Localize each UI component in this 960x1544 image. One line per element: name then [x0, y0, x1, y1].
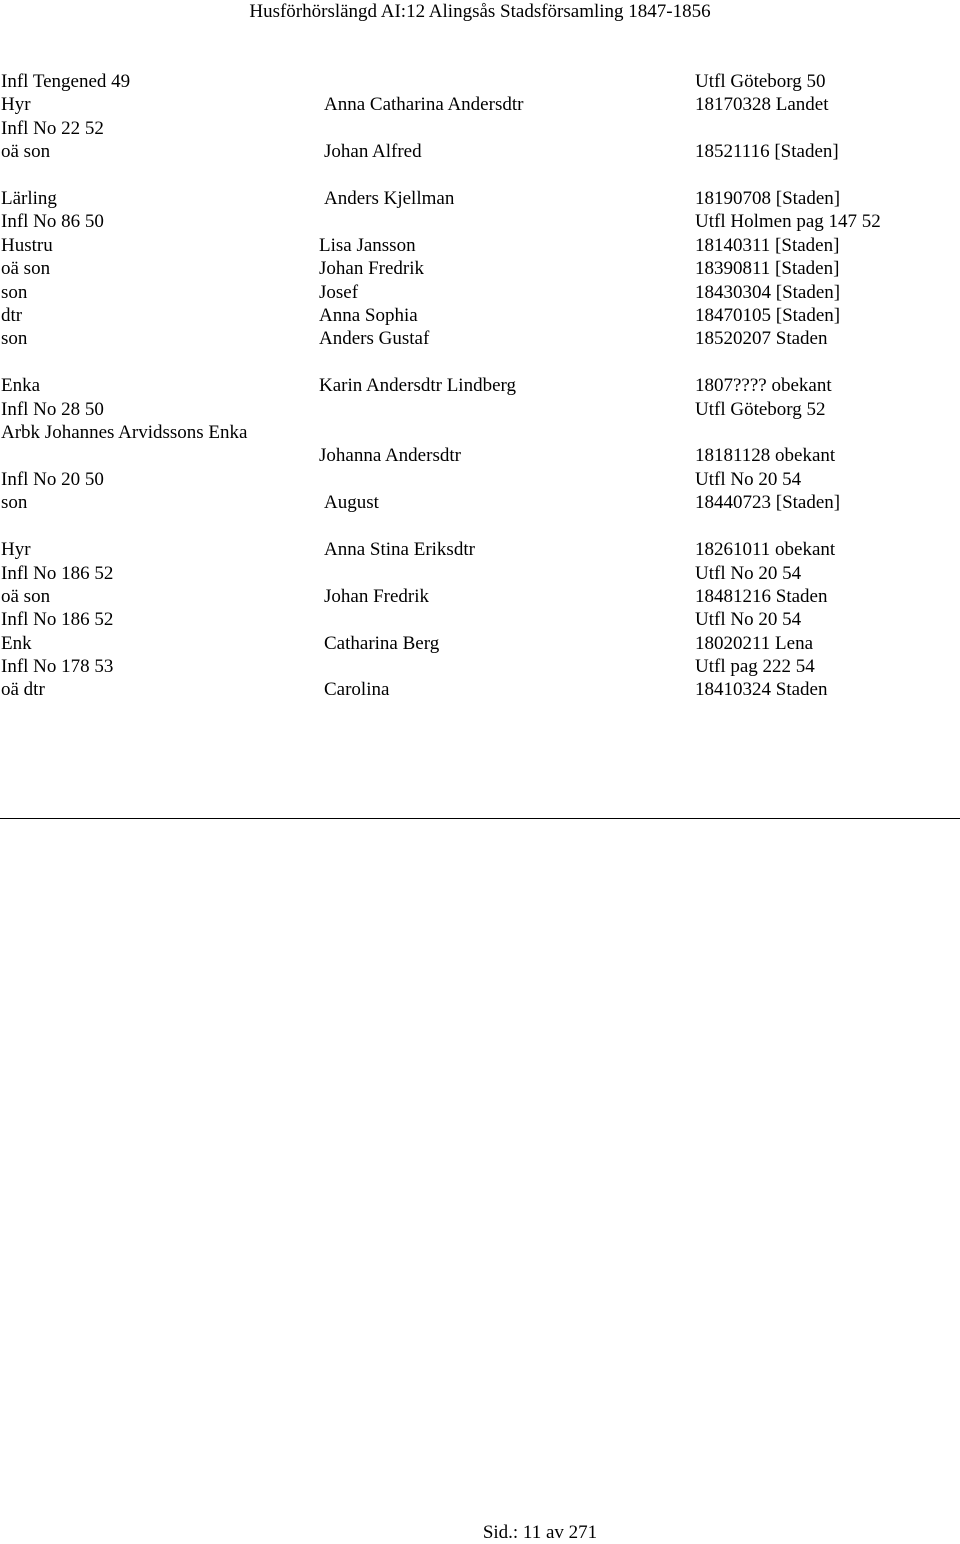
- record-date: Utfl pag 222 54: [695, 656, 815, 678]
- record-date: 1807???? obekant: [695, 375, 832, 397]
- record-row: [0, 562, 960, 585]
- record-role: son: [1, 492, 28, 514]
- record-row: [0, 491, 960, 514]
- record-role: Infl No 86 50: [1, 211, 104, 233]
- record-row: [0, 140, 960, 163]
- record-role: son: [1, 328, 28, 350]
- record-row: [0, 538, 960, 561]
- record-row: [0, 70, 960, 93]
- record-date: 18481216 Staden: [695, 585, 828, 607]
- record-role: Infl Tengened 49: [1, 71, 131, 92]
- record-date: Utfl No 20 54: [695, 468, 802, 490]
- record-role: Enk: [1, 632, 32, 654]
- record-date: 18390811 [Staden]: [695, 258, 840, 280]
- record-row: [0, 374, 960, 397]
- record-row: [0, 444, 960, 467]
- record-date: 18181128 obekant: [695, 445, 836, 467]
- record-row: [0, 608, 960, 631]
- record-date: 18521116 [Staden]: [695, 141, 839, 163]
- record-name: Carolina: [324, 679, 390, 701]
- record-row: [0, 93, 960, 116]
- record-row: [0, 117, 960, 140]
- record-group: [0, 187, 960, 351]
- record-role: dtr: [1, 305, 23, 327]
- page-header: Husförhörslängd AI:12 Alingsås Stadsförsamling 1847-1856: [249, 1, 711, 22]
- page-number: Sid.: 11 av 271: [482, 1522, 598, 1543]
- record-role: Infl No 28 50: [1, 398, 104, 420]
- record-row: [0, 398, 960, 421]
- record-date: 18020211 Lena: [695, 632, 814, 654]
- record-row: [0, 468, 960, 491]
- record-date: 18440723 [Staden]: [695, 492, 841, 514]
- record-date: Utfl No 20 54: [695, 609, 802, 631]
- record-role: Hyr: [1, 94, 31, 116]
- record-date: 18261011 obekant: [695, 539, 836, 561]
- record-date: 18430304 [Staden]: [695, 281, 841, 303]
- record-name: Catharina Berg: [324, 632, 440, 654]
- record-name: Anna Sophia: [319, 305, 418, 327]
- record-group: [0, 70, 960, 164]
- record-role: oä son: [1, 258, 51, 280]
- record-role: oä son: [1, 141, 51, 163]
- record-role: Arbk Johannes Arvidssons Enka: [1, 422, 248, 444]
- record-role: Lärling: [1, 188, 57, 210]
- record-date: 18190708 [Staden]: [695, 188, 841, 210]
- record-date: 18520207 Staden: [695, 328, 828, 350]
- record-row: [0, 304, 960, 327]
- record-role: oä dtr: [1, 679, 45, 701]
- record-row: [0, 187, 960, 210]
- record-row: [0, 678, 960, 701]
- record-date: 18410324 Staden: [695, 679, 828, 701]
- record-role: Infl No 178 53: [1, 656, 114, 678]
- record-name: Josef: [319, 281, 359, 303]
- record-name: August: [324, 492, 379, 514]
- record-date: Utfl Holmen pag 147 52: [695, 211, 881, 233]
- record-date: 18140311 [Staden]: [695, 234, 840, 256]
- record-role: oä son: [1, 585, 51, 607]
- record-row: [0, 210, 960, 233]
- record-row: [0, 327, 960, 350]
- record-date: Utfl Göteborg 52: [695, 398, 826, 420]
- record-row: [0, 234, 960, 257]
- record-date: Utfl Göteborg 50: [695, 71, 826, 92]
- record-date: 18470105 [Staden]: [695, 305, 841, 327]
- record-name: Johan Fredrik: [319, 258, 425, 280]
- record-row: [0, 632, 960, 655]
- record-name: Anna Stina Eriksdtr: [324, 539, 475, 561]
- record-name: Karin Andersdtr Lindberg: [319, 375, 516, 397]
- horizontal-rule: [0, 818, 960, 819]
- record-name: Johan Alfred: [324, 141, 422, 163]
- record-role: Infl No 186 52: [1, 609, 114, 631]
- record-row: [0, 281, 960, 304]
- record-role: Hustru: [1, 234, 53, 256]
- record-name: Anders Gustaf: [319, 328, 430, 350]
- record-name: Anders Kjellman: [324, 188, 455, 210]
- record-group: [0, 374, 960, 514]
- record-name: Anna Catharina Andersdtr: [324, 94, 524, 116]
- record-name: Lisa Jansson: [319, 234, 416, 256]
- record-role: Infl No 22 52: [1, 117, 104, 139]
- record-list: [0, 70, 960, 725]
- record-role: Infl No 20 50: [1, 468, 104, 490]
- record-role: Hyr: [1, 539, 31, 561]
- record-row: [0, 257, 960, 280]
- record-name: Johanna Andersdtr: [319, 445, 461, 467]
- record-row: [0, 655, 960, 678]
- record-row: [0, 585, 960, 608]
- record-role: Enka: [1, 375, 41, 397]
- record-name: Johan Fredrik: [324, 585, 430, 607]
- record-date: 18170328 Landet: [695, 94, 829, 116]
- record-role: Infl No 186 52: [1, 562, 114, 584]
- record-row: [0, 421, 960, 444]
- record-group: [0, 538, 960, 702]
- record-date: Utfl No 20 54: [695, 562, 802, 584]
- record-role: son: [1, 281, 28, 303]
